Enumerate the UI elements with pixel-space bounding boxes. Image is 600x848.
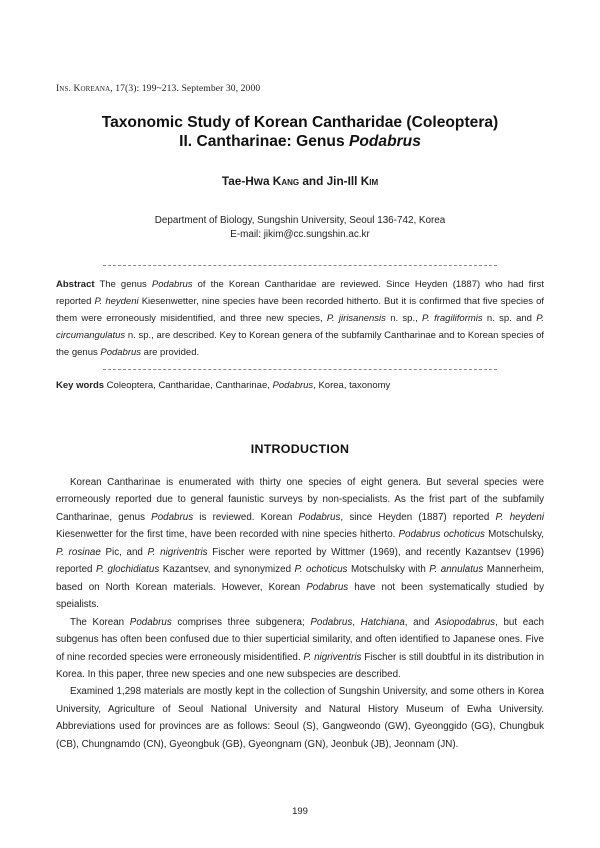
body-taxon: P. heydeni: [495, 511, 545, 523]
section-heading-introduction: INTRODUCTION: [250, 442, 350, 456]
abstract-text: Kiesenwetter, nine species have been recorded hitherto. But it is confirmed that five species of them were erroneously misidentified, and three new species,: [56, 296, 545, 324]
keywords: [56, 377, 544, 394]
body-taxon: P. nigriventris: [147, 546, 208, 558]
abstract-text: are provided.: [141, 347, 200, 358]
body-text: Fischer were reported by Wittmer (1969), and recently Kazantsev (1996) reported: [56, 546, 544, 576]
journal-volume-issue: , 17(3): 199~213. September 30, 2000: [110, 83, 261, 94]
body-text: Motschulsky,: [484, 529, 544, 541]
journal-citation: [56, 83, 260, 94]
author-1-given: Tae-Hwa: [221, 174, 273, 188]
author-2-given: Jin-Ill: [326, 174, 361, 188]
abstract-bottom-divider: [103, 369, 497, 370]
email: E-mail: jikim@cc.sungshin.ac.kr: [230, 229, 370, 240]
abstract-text: of the Korean Cantharidae are reviewed. Since Heyden (1887) who had first reported: [56, 279, 544, 307]
keywords-taxon: Podabrus: [272, 380, 314, 391]
body-text: , and: [404, 616, 436, 628]
body-text: is reviewed. Korean: [193, 511, 299, 523]
body-text: The Korean: [70, 616, 130, 628]
body-text: Kiesenwetter for the first time, have been recorded with nine species hitherto.: [56, 529, 399, 541]
body-taxon: Podabrus: [298, 511, 341, 523]
abstract-taxon: P. fragiliformis: [422, 313, 483, 324]
title-subtitle: II. Cantharinae: Genus: [179, 133, 349, 150]
body-taxon: P. annulatus: [429, 564, 484, 576]
paragraph: [56, 614, 544, 684]
abstract-taxon: P. jirisanensis: [326, 313, 386, 324]
body-text: have not been systematically studied by speialists.: [56, 581, 544, 611]
body-text: , since Heyden (1887) reported: [340, 511, 496, 523]
keywords-text: , Korea, taxonomy: [313, 380, 391, 391]
abstract-text: n. sp., are described. Key to Korean genera of the subfamily Cantharinae and to Korean species of the genus: [56, 330, 544, 358]
body-taxon: P. glochidiatus: [96, 564, 160, 576]
title-genus: Podabrus: [348, 133, 421, 150]
author-joiner: and: [299, 174, 327, 188]
abstract-text: n. sp. and: [482, 313, 537, 324]
abstract-taxon: Podabrus: [100, 347, 142, 358]
abstract: [56, 276, 544, 361]
body-taxon: P. ochoticus: [294, 564, 348, 576]
keywords-label: Key words: [56, 380, 105, 391]
abstract-taxon: Podabrus: [151, 279, 193, 290]
paragraph: [56, 474, 544, 614]
keywords-text: Coleoptera, Cantharidae, Cantharinae,: [104, 380, 273, 391]
body-text: , but each subgenus has often been confused due to thier superticial similarity, and often identified to Japanese ones. Five of nine recorded species were erroneously misidentified.: [56, 616, 544, 663]
abstract-label: Abstract: [56, 279, 95, 290]
introduction-body: [56, 474, 544, 753]
paper-title-line-1: Taxonomic Study of Korean Cantharidae (Coleoptera): [101, 114, 499, 131]
body-taxon: Podabrus ochoticus: [398, 529, 485, 541]
body-taxon: Podabrus: [306, 581, 349, 593]
author-2-family: Kim: [360, 174, 379, 188]
body-taxon: P. rosinae: [56, 546, 101, 558]
abstract-top-divider: [103, 265, 497, 266]
author-1-family: Kang: [272, 174, 300, 188]
body-text: Mannerheim, based on North Korean materials. However, Korean: [56, 564, 544, 593]
body-taxon: Podabrus: [129, 616, 172, 628]
body-taxon: Hatchiana: [360, 616, 405, 628]
paragraph: Examined 1,298 materials are mostly kept in the collection of Sungshin University, and some others in Korea University, Agriculture of Seoul National University and Natural History Museum of Ewha University. Abbreviations used for provinces are as follows: Seoul (S), Gangweondo (GW), Gyeonggido (GG), Chungbuk (CB), Chungnamdo (CN), Gyeongbuk (GB), Gyeongnam (GN), Jeonbuk (JB), Jeonnam (JN).: [56, 686, 544, 750]
body-text: Fischer is still doubtful in its distribution in Korea. In this paper, three new species and one new subspecies are described.: [56, 651, 545, 680]
abstract-text: The genus: [94, 279, 152, 290]
abstract-text: n. sp.,: [385, 313, 423, 324]
journal-name: Ins. Koreana: [56, 83, 111, 94]
abstract-taxon: P. circumangulatus: [56, 313, 545, 341]
body-text: comprises three subgenera;: [171, 616, 311, 628]
body-text: Motschulsky with: [347, 564, 430, 576]
body-text: ,: [352, 616, 361, 628]
body-taxon: P. nigriventris: [303, 651, 362, 663]
body-taxon: Asiopodabrus: [435, 616, 496, 628]
abstract-taxon: P. heydeni: [94, 296, 139, 307]
body-taxon: Podabrus: [310, 616, 353, 628]
affiliation: Department of Biology, Sungshin University, Seoul 136-742, Korea: [154, 215, 446, 226]
page-number: 199: [292, 806, 308, 817]
body-text: Pic, and: [100, 546, 148, 558]
body-text: Korean Cantharinae is enumerated with thirty one species of eight genera. But several species were errorneously reported due to general faunistic surveys by non-specialists. As the frist part of the subfamily Cantharinae, genus: [56, 477, 544, 523]
body-taxon: Podabrus: [151, 511, 194, 523]
body-text: Kazantsev, and synonymized: [159, 564, 295, 576]
paper-title-line-2: [0, 132, 600, 151]
paper-authors: [0, 174, 600, 188]
